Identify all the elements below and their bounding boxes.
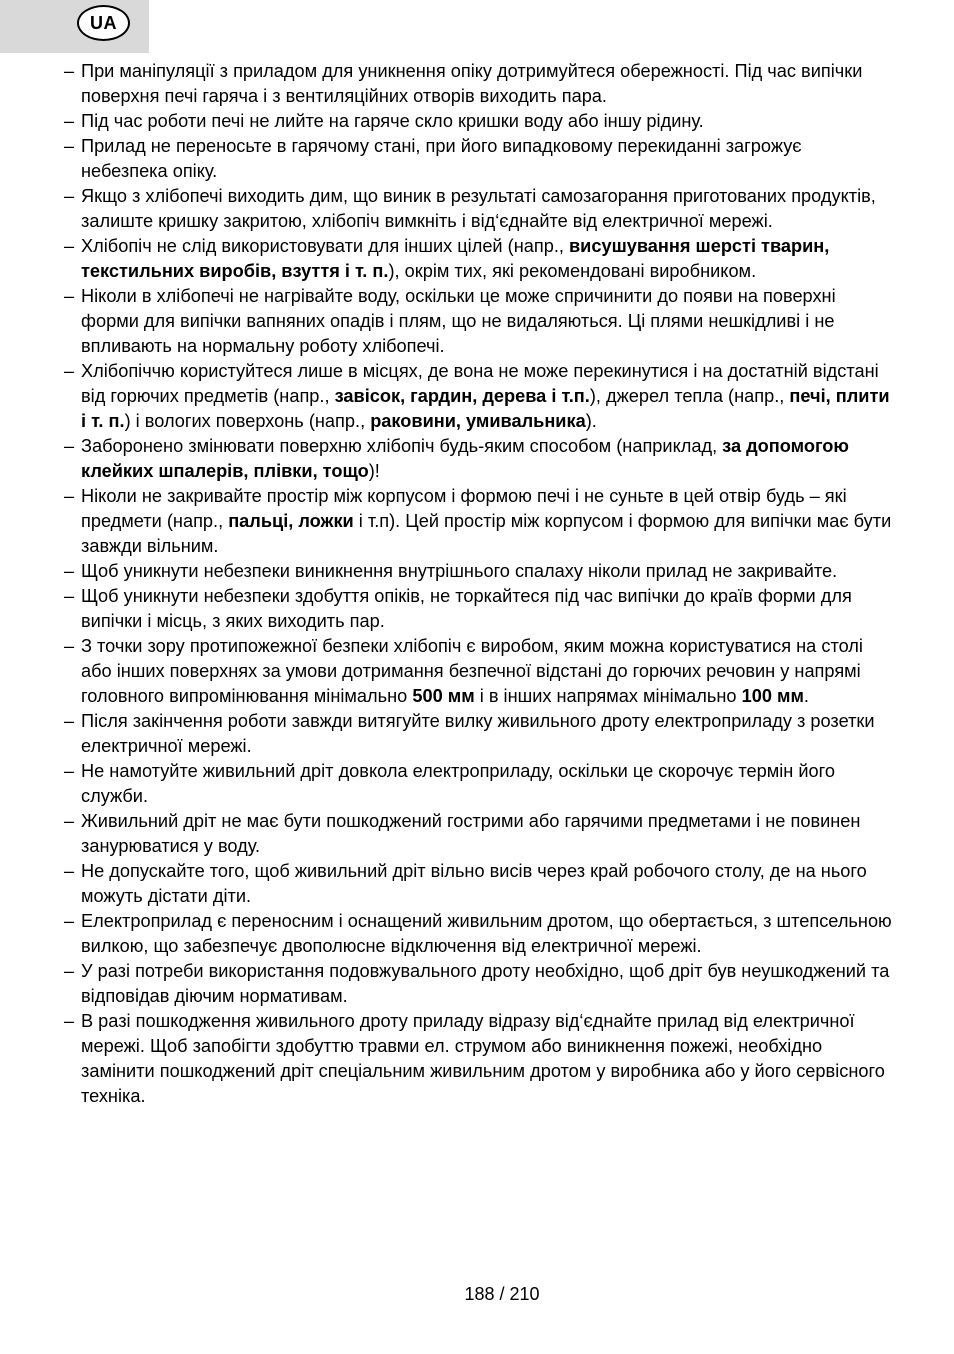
item-text: Не намотуйте живильний дріт довкола електроприладу, оскільки це скорочує термін його служби. [81,761,835,806]
item-text: і т.п). Цей простір між корпусом і формою для випічки має бути завжди вільним. [81,511,892,556]
list-item [64,434,892,484]
item-text: У разі потреби використання подовжувального дроту необхідно, щоб дріт був неушкоджений та відповідав діючим нормативам. [81,961,890,1006]
list-item [64,634,892,709]
item-text: Хлібопіччю користуйтеся лише в місцях, де вона не може перекинутися і на достатній відстані від горючих предметів (напр., [81,361,879,406]
item-text: Ніколи не закривайте простір між корпусом і формою печі і не суньте в цей отвір будь – які предмети (напр., [81,486,847,531]
item-text: Не допускайте того, щоб живильний дріт вільно висів через край робочого столу, де на нього можуть дістати діти. [81,861,867,906]
bullet-dash: – [64,486,75,506]
item-text: Електроприлад є переносним і оснащений живильним дротом, що обертається, з штепсельною вилкою, що забезпечує двополюсне відключення від електричної мережі. [81,911,892,956]
item-text: Живильний дріт не має бути пошкоджений гострими або гарячими предметами і не повинен занурюватися у воду. [81,811,861,856]
language-tab [0,0,149,53]
language-badge: UA [77,5,130,41]
item-text: ), джерел тепла (напр., [589,386,790,406]
item-text: Ніколи в хлібопечі не нагрівайте воду, оскільки це може спричинити до появи на поверхні форми для випічки вапняних опадів і плям, що не видаляються. Ці плями нешкідливі і не впливають на нормальну роботу хлібопечі. [81,286,836,356]
list-item [64,284,892,359]
bullet-dash: – [64,761,75,781]
list-item [64,759,892,809]
bullet-dash: – [64,361,75,381]
item-text: ). [585,411,597,431]
emphasis-text: пальці, ложки [228,511,354,531]
safety-instructions-list [64,59,892,1109]
item-text: Щоб уникнути небезпеки здобуття опіків, не торкайтеся під час випічки до країв форми для випічки і місць, з яких виходить пар. [81,586,852,631]
list-item [64,109,892,134]
bullet-dash: – [64,436,75,456]
list-item [64,909,892,959]
list-item [64,359,892,434]
item-text: При маніпуляції з приладом для уникнення опіку дотримуйтеся обережності. Під час випічки поверхня печі гаряча і з вентиляційних отворів виходить пара. [81,61,863,106]
bullet-dash: – [64,111,75,131]
bullet-dash: – [64,636,75,656]
bullet-dash: – [64,861,75,881]
item-text: Заборонено змінювати поверхню хлібопіч будь-яким способом (наприклад, [81,436,723,456]
bullet-dash: – [64,186,75,206]
bullet-dash: – [64,586,75,606]
list-item [64,709,892,759]
bullet-dash: – [64,136,75,156]
item-text: Після закінчення роботи завжди витягуйте вилку живильного дроту електроприладу з розетки електричної мережі. [81,711,875,756]
item-text: Під час роботи печі не лийте на гаряче скло кришки воду або іншу рідину. [81,111,704,131]
item-text: . [803,686,809,706]
emphasis-text: раковини, умивальника [370,411,586,431]
list-item [64,859,892,909]
item-text: Щоб уникнути небезпеки виникнення внутрішнього спалаху ніколи прилад не закривайте. [81,561,838,581]
page-number: 188 [464,1284,495,1304]
list-item [64,809,892,859]
list-item [64,484,892,559]
bullet-dash: – [64,961,75,981]
list-item [64,559,892,584]
bullet-dash: – [64,811,75,831]
emphasis-text: завісок, гардин, дерева і т.п. [334,386,590,406]
bullet-dash: – [64,911,75,931]
list-item [64,584,892,634]
item-text: і в інших напрямах мінімально [474,686,742,706]
bullet-dash: – [64,561,75,581]
list-item [64,134,892,184]
bullet-dash: – [64,711,75,731]
item-text: З точки зору протипожежної безпеки хлібопіч є виробом, яким можна користуватися на столі або інших поверхнях за умови дотримання безпечної відстані до горючих речовин у напрямі головного випромінювання мінімально [81,636,863,706]
page-footer [0,1282,954,1307]
list-item [64,59,892,109]
bullet-dash: – [64,1011,75,1031]
item-text: Якщо з хлібопечі виходить дим, що виник в результаті самозагорання приготованих продуктів, залиште кришку закритою, хлібопіч вимкніть і від‘єднайте від електричної мережі. [81,186,876,231]
page-total: 210 [509,1284,540,1304]
emphasis-text: 100 мм [741,686,804,706]
list-item [64,234,892,284]
list-item [64,959,892,1009]
item-text: ) і вологих поверхонь (напр., [124,411,371,431]
emphasis-text: за допомогою клейких шпалерів, плівки, тощо [81,436,849,481]
emphasis-text: 500 мм [412,686,475,706]
item-text: Прилад не переносьте в гарячому стані, при його випадковому перекиданні загрожує небезпека опіку. [81,136,802,181]
page-separator: / [494,1284,510,1304]
list-item [64,1009,892,1109]
item-text: Хлібопіч не слід використовувати для інших цілей (напр., [81,236,569,256]
item-text: В разі пошкодження живильного дроту приладу відразу від‘єднайте прилад від електричної мережі. Щоб запобігти здобуттю травми ел. струмом або виникнення пожежі, необхідно замінити пошкоджений дріт спеціальним живильним дротом у виробника або у його сервісного техніка. [81,1011,885,1106]
bullet-dash: – [64,236,75,256]
item-text: ), окрім тих, які рекомендовані виробником. [388,261,757,281]
list-item [64,184,892,234]
emphasis-text: висушування шерсті тварин, текстильних виробів, взуття і т. п. [81,236,830,281]
item-text: )! [368,461,380,481]
emphasis-text: печі, плити і т. п. [81,386,890,431]
bullet-dash: – [64,61,75,81]
bullet-dash: – [64,286,75,306]
